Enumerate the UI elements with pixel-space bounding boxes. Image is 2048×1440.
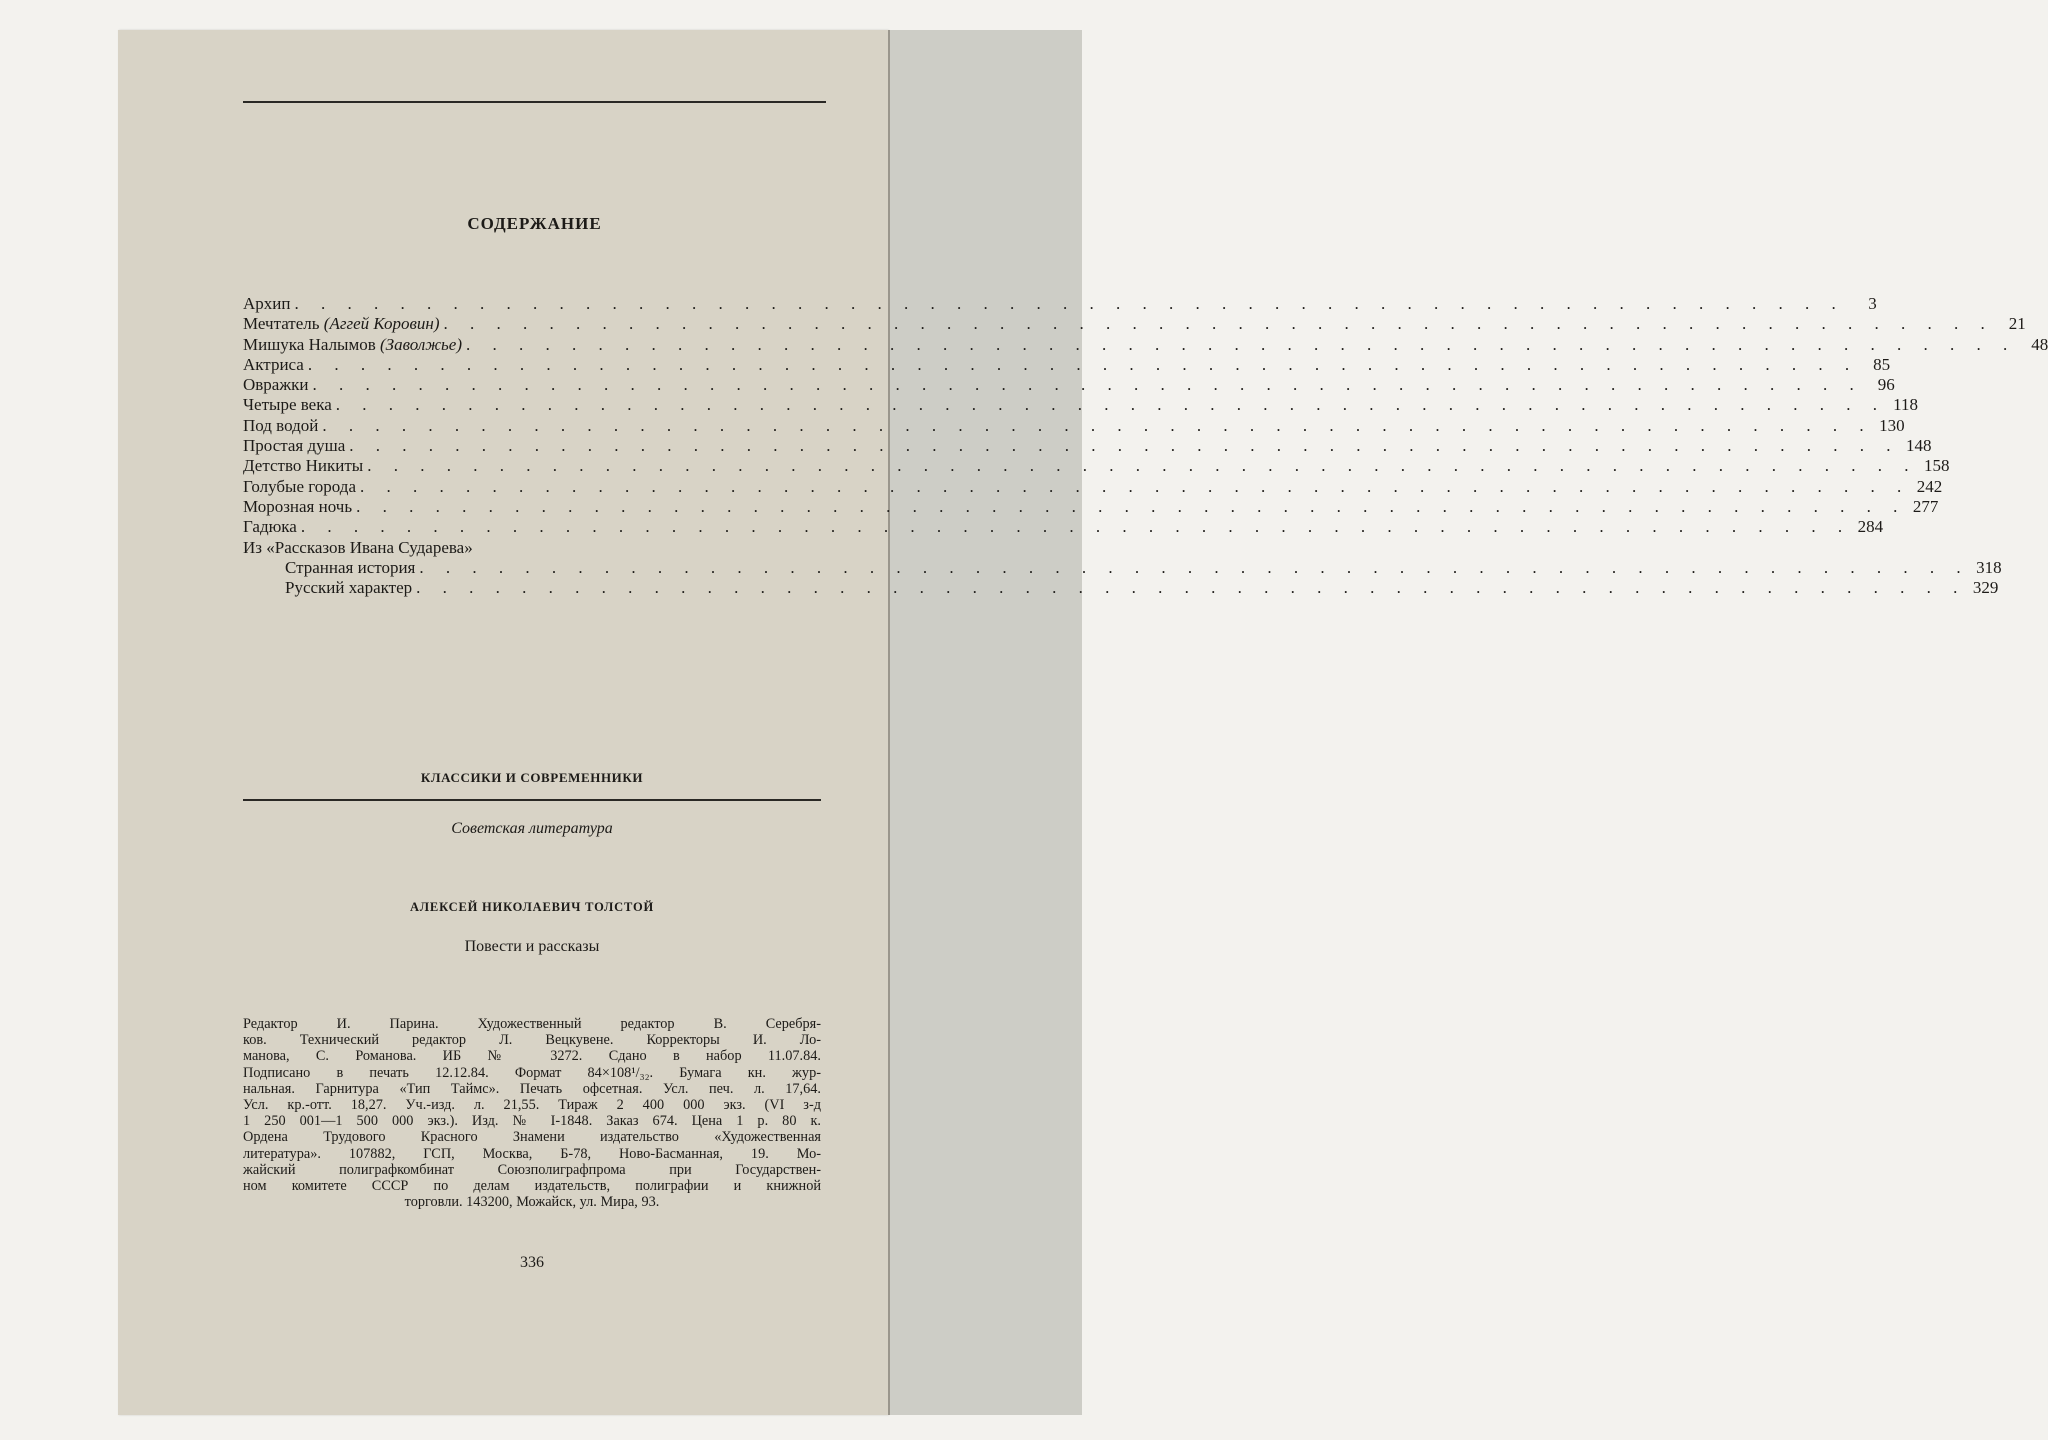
toc-entry-page: 284 bbox=[1857, 517, 1884, 537]
leader-dots: . . . . . . . . . . . . . . . . . . . . . . . . . . . . . . . . . . . . . . . . . . . . . . . . . . . . . . . . . . . bbox=[322, 415, 1873, 435]
toc-entry-page: 21 bbox=[2008, 314, 2026, 334]
toc-entry-page: 118 bbox=[1893, 395, 1919, 415]
toc-entry bbox=[243, 334, 2048, 355]
imprint-line: 1 250 001—1 500 000 экз.). Изд. № I-1848. Заказ 674. Цена 1 р. 80 к. bbox=[243, 1113, 821, 1130]
toc-entry-title: Архип bbox=[243, 294, 291, 313]
toc-sub-entry-page: 329 bbox=[1972, 578, 1999, 598]
leader-dots: . . . . . . . . . . . . . . . . . . . . . . . . . . . . . . . . . . . . . . . . . . . . . . . . . . . . . . . . . . . bbox=[312, 375, 1863, 395]
toc-heading: СОДЕРЖАНИЕ bbox=[467, 214, 602, 233]
toc-entry-page: 130 bbox=[1879, 415, 1905, 435]
book-title: Повести и рассказы bbox=[464, 938, 600, 955]
toc-entry-title: Мечтатель bbox=[243, 314, 324, 334]
toc-entry-page: 148 bbox=[1906, 436, 1932, 456]
leader-dots: . . . . . . . . . . . . . . . . . . . . . . . . . . . . . . . . . . . . . . . . . . . . . . . . . . . . . . . . . . . bbox=[356, 496, 1907, 516]
top-rule bbox=[243, 101, 826, 103]
toc-entry-page: 96 bbox=[1877, 375, 1895, 395]
imprint-line: Ордена Трудового Красного Знамени издательство «Художественная bbox=[243, 1129, 821, 1146]
toc-entry bbox=[243, 354, 1891, 375]
toc-group-title: Из «Рассказов Ивана Сударева» bbox=[243, 537, 473, 557]
imprint-line: Редактор И. Парина. Художественный редактор В. Серебря- bbox=[243, 1016, 821, 1032]
toc-sub-entry bbox=[243, 557, 2002, 578]
leader-dots: . . . . . . . . . . . . . . . . . . . . . . . . . . . . . . . . . . . . . . . . . . . . . . . . . . . . . . . . . . . bbox=[349, 436, 1900, 456]
leader-dots: . . . . . . . . . . . . . . . . . . . . . . . . . . . . . . . . . . . . . . . . . . . . . . . . . . . . . . . . . . . bbox=[307, 354, 1859, 374]
imprint-line: торговли. 143200, Можайск, ул. Мира, 93. bbox=[404, 1194, 660, 1211]
toc-entry-title: Гадюка bbox=[243, 517, 297, 537]
toc-sub-entry-title: Русский характер bbox=[285, 578, 413, 598]
toc-entry bbox=[243, 395, 1919, 415]
leader-dots: . . . . . . . . . . . . . . . . . . . . . . . . . . . . . . . . . . . . . . . . . . . . . . . . . . . . . . . . . . . bbox=[294, 294, 1845, 313]
imprint-line: ном комитете СССР по делам издательств, полиграфии и книжной bbox=[243, 1177, 821, 1194]
toc-sub-entry bbox=[243, 578, 1999, 598]
page-number: 336 bbox=[520, 1254, 544, 1271]
imprint-line: нальная. Гарнитура «Тип Таймс». Печать офсетная. Усл. печ. л. 17,64. bbox=[243, 1080, 821, 1097]
leader-dots: . . . . . . . . . . . . . . . . . . . . . . . . . . . . . . . . . . . . . . . . . . . . . . . . . . . . . . . . . . . bbox=[335, 395, 1887, 415]
toc-entry-title: Актриса bbox=[243, 354, 304, 374]
toc-entry bbox=[243, 436, 1932, 456]
toc-group-heading bbox=[243, 538, 818, 558]
leader-dots: . . . . . . . . . . . . . . . . . . . . . . . . . . . . . . . . . . . . . . . . . . . . . . . . . . . . . . . . . . . bbox=[419, 557, 1970, 577]
toc-entry-page: 85 bbox=[1873, 354, 1891, 374]
imprint-line: Усл. кр.-отт. 18,27. Уч.-изд. л. 21,55. Тираж 2 400 000 экз. (VI з-д bbox=[243, 1096, 821, 1113]
toc-entry bbox=[243, 375, 1895, 395]
toc-entry bbox=[243, 517, 1884, 537]
toc-entry-title: Четыре века bbox=[243, 395, 332, 415]
leader-dots: . . . . . . . . . . . . . . . . . . . . . . . . . . . . . . . . . . . . . . . . . . . . . . . . . . . . . . . . . . . bbox=[300, 517, 1852, 537]
subseries-title: Советская литература bbox=[451, 820, 613, 837]
imprint-line: манова, С. Романова. ИБ № 3272. Сдано в набор 11.07.84. bbox=[243, 1048, 821, 1065]
toc-entry-subtitle: (Заволжье) bbox=[380, 334, 462, 354]
toc-entry-page: 242 bbox=[1916, 476, 1943, 496]
toc-entry-title: Детство Никиты bbox=[243, 456, 364, 476]
series-title: КЛАССИКИ И СОВРЕМЕННИКИ bbox=[420, 770, 644, 785]
toc-entry bbox=[243, 294, 1877, 314]
toc-entry-title: Под водой bbox=[243, 415, 319, 435]
toc-entry bbox=[243, 456, 1950, 476]
toc-entry-title: Мишука Налымов bbox=[243, 334, 381, 354]
imprint-line: ков. Технический редактор Л. Вецкувене. Корректоры И. Ло- bbox=[243, 1032, 821, 1049]
leader-dots: . . . . . . . . . . . . . . . . . . . . . . . . . . . . . . . . . . . . . . . . . . . . . . . . . . . . . . . . . . . bbox=[416, 578, 1967, 598]
toc-sub-entry-title: Странная история bbox=[285, 557, 416, 577]
toc-entry-page: 158 bbox=[1923, 456, 1950, 476]
facing-page bbox=[888, 30, 1082, 1415]
toc-entry bbox=[243, 415, 1905, 436]
imprint-line: литература». 107882, ГСП, Москва, Б-78, Ново-Басманная, 19. Мо- bbox=[243, 1145, 821, 1162]
leader-dots: . . . . . . . . . . . . . . . . . . . . . . . . . . . . . . . . . . . . . . . . . . . . . . . . . . . . . . . . . . . bbox=[360, 476, 1911, 496]
leader-dots: . . . . . . . . . . . . . . . . . . . . . . . . . . . . . . . . . . . . . . . . . . . . . . . . . . . . . . . . . . . bbox=[443, 314, 1994, 334]
toc-sub-entry-page: 318 bbox=[1976, 557, 2002, 577]
toc-entry-title: Овражки bbox=[243, 375, 309, 395]
imprint-line: Подписано в печать 12.12.84. Формат 84×108¹/₃₂. Бумага кн. жур- bbox=[243, 1064, 821, 1081]
leader-dots: . . . . . . . . . . . . . . . . . . . . . . . . . . . . . . . . . . . . . . . . . . . . . . . . . . . . . . . . . . . bbox=[367, 456, 1918, 476]
toc-entry bbox=[243, 476, 1943, 497]
imprint-block bbox=[243, 1016, 821, 1210]
leader-dots: . . . . . . . . . . . . . . . . . . . . . . . . . . . . . . . . . . . . . . . . . . . . . . . . . . . . . . . . . . . bbox=[466, 334, 2017, 354]
toc-entry bbox=[243, 314, 2026, 334]
toc-entry-page: 3 bbox=[1868, 294, 1877, 313]
toc-entry-title: Голубые города bbox=[243, 476, 356, 496]
toc-entry-subtitle: (Аггей Коровин) bbox=[323, 314, 440, 334]
toc-entry-title: Морозная ночь bbox=[243, 496, 353, 516]
toc-entry bbox=[243, 496, 1939, 517]
toc-entry-title: Простая душа bbox=[243, 436, 346, 456]
series-rule bbox=[243, 799, 821, 801]
imprint-line: жайский полиграфкомбинат Союзполиграфпрома при Государствен- bbox=[243, 1161, 821, 1178]
table-of-contents bbox=[243, 294, 2048, 598]
author-name: АЛЕКСЕЙ НИКОЛАЕВИЧ ТОЛСТОЙ bbox=[409, 900, 654, 914]
toc-entry-page: 277 bbox=[1912, 496, 1939, 516]
toc-entry-page: 48 bbox=[2031, 334, 2048, 354]
